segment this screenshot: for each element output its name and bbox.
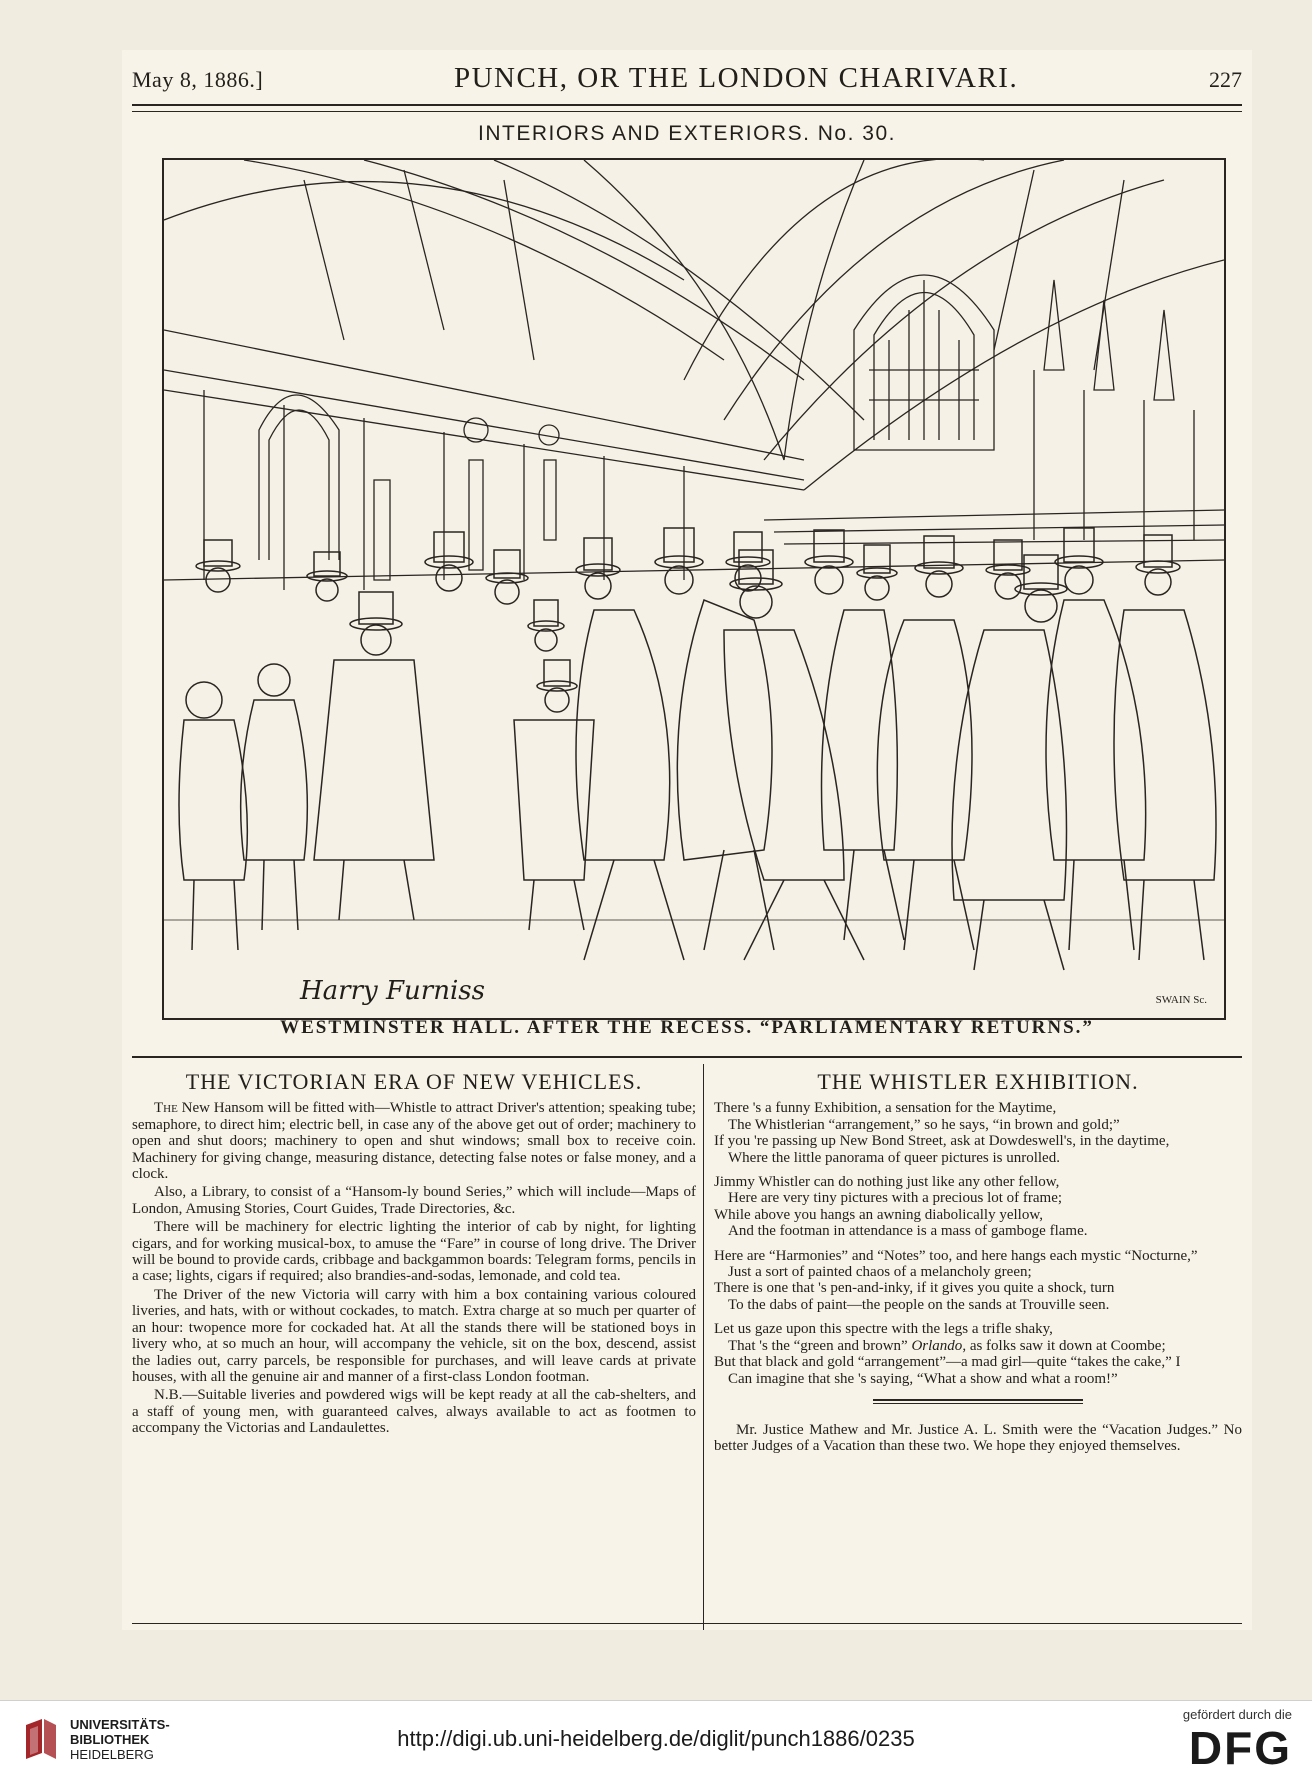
header-rule	[132, 104, 1242, 112]
paragraph: There will be machinery for electric lighting the interior of cab by night, for lighting cigars, and for working musical-box, to amuse the “Fare” in course of long drive. The Driver will be bound to provide cards, cribbage and backgammon boards: Telegram forms, pencils in a case; lights, cigars if required; also brandies-and-sodas, lemonade, and cold tea.	[132, 1219, 696, 1285]
article-title: THE VICTORIAN ERA OF NEW VEHICLES.	[185, 1069, 643, 1094]
verse-line: Where the little panorama of queer pictures is unrolled.	[728, 1149, 1060, 1166]
artist-signature: Harry Furniss	[294, 976, 491, 1006]
verse-stanza	[714, 1174, 1242, 1240]
cartoon-caption: WESTMINSTER HALL. AFTER THE RECESS. “PARLIAMENTARY RETURNS.”	[280, 1017, 1094, 1038]
verse-line: Let us gaze upon this spectre with the legs a trifle shaky,	[714, 1321, 1053, 1338]
article-title: THE WHISTLER EXHIBITION.	[817, 1069, 1139, 1094]
verse-stanza	[714, 1321, 1242, 1387]
verse-line: Here are very tiny pictures with a precious lot of frame;	[728, 1190, 1063, 1207]
paragraph: Also, a Library, to consist of a “Hansom-ly bound Series,” which will include—Maps of London, Amusing Stories, Court Guides, Trade Directories, &c.	[132, 1184, 696, 1217]
verse-stanza	[714, 1248, 1242, 1314]
verse-stanza	[714, 1100, 1242, 1166]
verse-line: That 's the “green and brown” Orlando, as folks saw it down at Coombe;	[728, 1337, 1166, 1354]
paragraph: The Driver of the new Victoria will carry with him a box containing various coloured liveries, and hats, with or without cockades, to match. Extra charge at so much per quarter of an hour: twopence more for cockaded hat. At all the stands there will be stationed boys in livery who, at so much an hour, will accompany the vehicle, sit on the box, descend, assist the ladies out, carry parcels, be responsible for purchases, and will leave cards at private houses, with all the genuine air and manner of a first-class London footman.	[132, 1286, 696, 1385]
publication-title: PUNCH, OR THE LONDON CHARIVARI.	[453, 62, 1019, 94]
permalink-url[interactable]: http://digi.ub.uni-heidelberg.de/diglit/punch1886/0235	[397, 1726, 915, 1751]
cartoon-illustration	[162, 158, 1226, 1020]
verse-line: Jimmy Whistler can do nothing just like any other fellow,	[714, 1174, 1060, 1191]
dfg-funding	[1183, 1707, 1292, 1774]
article-victorian-era	[132, 1068, 704, 1439]
verse-line: If you 're passing up New Bond Street, ask at Dowdeswell's, in the daytime,	[714, 1133, 1170, 1150]
library-name: UNIVERSITÄTS- BIBLIOTHEK HEIDELBERG	[70, 1716, 170, 1762]
engraver-mark: SWAIN Sc.	[1153, 994, 1210, 1006]
article-whistler-exhibition	[714, 1068, 1242, 1457]
verse-line: There is one that 's pen-and-inky, if it gives you quite a shock, turn	[714, 1280, 1115, 1297]
text-columns	[132, 1056, 1242, 1630]
funding-note: gefördert durch die	[1182, 1707, 1292, 1722]
verse-line: The Whistlerian “arrangement,” so he says, “in brown and gold;”	[728, 1116, 1120, 1133]
verse-line: And the footman in attendance is a mass of gamboge flame.	[728, 1223, 1088, 1240]
newspaper-page	[122, 50, 1252, 1630]
verse-line: But that black and gold “arrangement”—a mad girl—quite “takes the cake,” I	[714, 1354, 1181, 1371]
verse-line: Just a sort of painted chaos of a melancholy green;	[728, 1264, 1032, 1281]
vacation-judges-note: Mr. Justice Mathew and Mr. Justice A. L. Smith were the “Vacation Judges.” No better Judges of a Vacation than these two. We hope they enjoyed themselves.	[714, 1421, 1242, 1455]
paragraph: The New Hansom will be fitted with—Whistle to attract Driver's attention; speaking tube; semaphore, to direct him; electric bell, in case any of the above get out of order; machinery to open and shut doors; machinery to open and shut windows; small box to receive coin. Machinery for giving change, measuring distance, detecting false notes or false money, and a clock.	[132, 1100, 696, 1183]
verse-line: Can imagine that she 's saying, “What a show and what a room!”	[728, 1370, 1118, 1387]
paragraph: N.B.—Suitable liveries and powdered wigs will be kept ready at all the cab-shelters, and a staff of young men, with guaranteed calves, always available to act as footmen to accompany the Victorias and Landaulettes.	[132, 1387, 696, 1437]
verse-line: Here are “Harmonies” and “Notes” too, and here hangs each mystic “Nocturne,”	[714, 1247, 1198, 1264]
verse-line: While above you hangs an awning diabolically yellow,	[714, 1206, 1043, 1223]
column-divider	[703, 1064, 704, 1630]
page-number: 227	[1209, 67, 1242, 92]
section-rule	[873, 1399, 1083, 1404]
verse-line: To the dabs of paint—the people on the sands at Trouville seen.	[728, 1296, 1110, 1313]
westminster-hall-engraving	[164, 160, 1224, 1018]
running-head	[132, 62, 1242, 102]
dfg-logo[interactable]: DFG	[1188, 1722, 1292, 1774]
cartoon-series-title: INTERIORS AND EXTERIORS. No. 30.	[478, 122, 896, 145]
issue-date: May 8, 1886.]	[132, 67, 264, 92]
verse-line: There 's a funny Exhibition, a sensation for the Maytime,	[714, 1100, 1057, 1117]
footer-rule	[132, 1623, 1242, 1624]
viewer-footer	[0, 1700, 1312, 1779]
